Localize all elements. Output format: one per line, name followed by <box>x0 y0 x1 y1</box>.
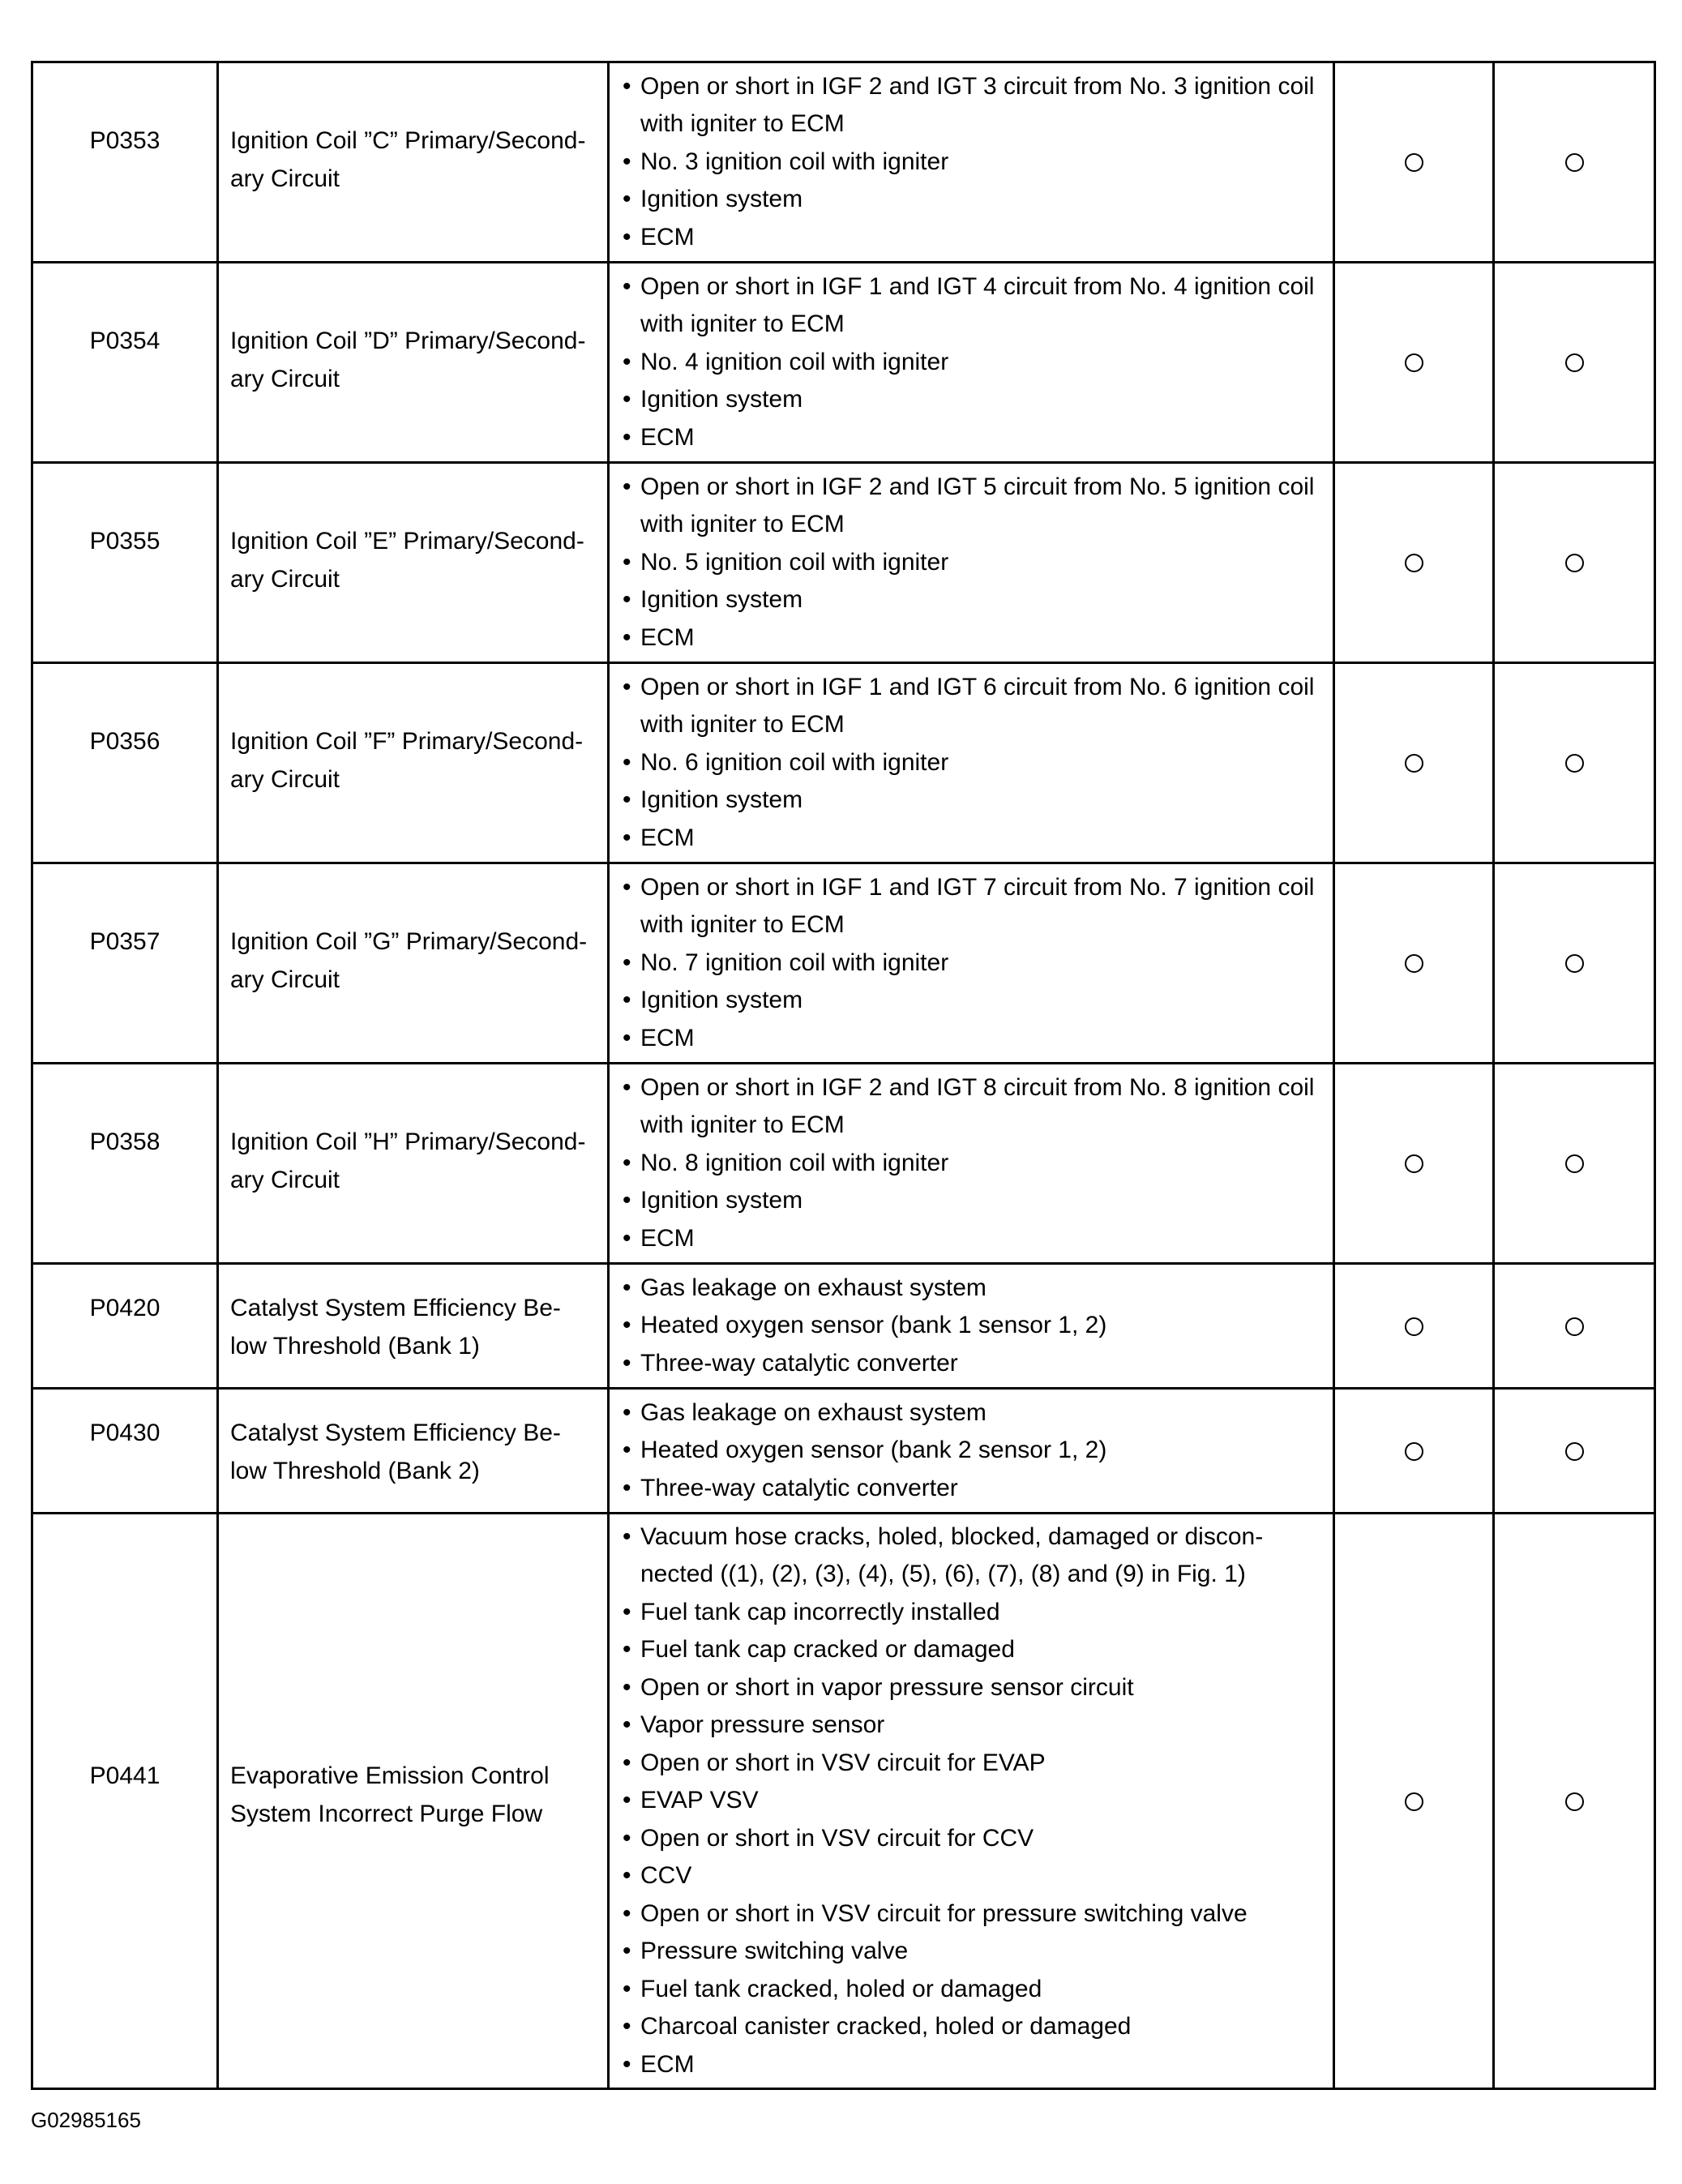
dtc-code-cell <box>32 1064 218 1264</box>
trouble-area-item: • No. 4 ignition coil with igniter <box>618 344 1325 382</box>
detection-item-cell <box>218 663 609 863</box>
detection-item-cell <box>218 1264 609 1389</box>
mark-cell-1 <box>1334 863 1494 1064</box>
mark-cell-1 <box>1334 463 1494 663</box>
mark-cell-1 <box>1334 663 1494 863</box>
trouble-area-item: • Vapor pressure sensor <box>618 1707 1325 1745</box>
trouble-area-item: • ECM <box>618 1220 1325 1258</box>
detection-item: Ignition Coil ”G” Primary/Second- ary Circuit <box>230 928 588 993</box>
detection-item: Ignition Coil ”D” Primary/Second- ary Circuit <box>230 328 586 392</box>
table-row <box>32 863 1655 1064</box>
mark-cell-1 <box>1334 1389 1494 1514</box>
trouble-area-list <box>618 68 1325 257</box>
trouble-area-cell <box>609 263 1334 463</box>
circle-icon <box>1405 1442 1423 1461</box>
trouble-area-cell <box>609 663 1334 863</box>
circle-icon <box>1405 754 1423 773</box>
circle-icon <box>1565 954 1584 973</box>
trouble-area-item: • Three-way catalytic converter <box>618 1345 1325 1383</box>
trouble-area-item: • Open or short in IGF 1 and IGT 6 circuit from No. 6 ignition coil with igniter to ECM <box>618 669 1325 744</box>
table-row <box>32 1264 1655 1389</box>
circle-icon <box>1405 1154 1423 1173</box>
dtc-code: P0357 <box>89 928 160 955</box>
trouble-area-list <box>618 268 1325 457</box>
table-row <box>32 1389 1655 1514</box>
trouble-area-list <box>618 1270 1325 1383</box>
trouble-area-item: • Vacuum hose cracks, holed, blocked, damaged or discon-nected ((1), (2), (3), (4), (5), (6), (7), (8) and (9) in Fig. 1) <box>618 1518 1325 1594</box>
dtc-code-cell <box>32 463 218 663</box>
table-row <box>32 1514 1655 2089</box>
detection-item-cell <box>218 463 609 663</box>
trouble-area-item: • EVAP VSV <box>618 1782 1325 1820</box>
circle-icon <box>1565 1154 1584 1173</box>
circle-icon <box>1565 1792 1584 1811</box>
trouble-area-item: • Ignition system <box>618 581 1325 619</box>
dtc-code-cell <box>32 1389 218 1514</box>
table-row <box>32 1064 1655 1264</box>
mark-cell-2 <box>1494 463 1655 663</box>
trouble-area-item: • No. 6 ignition coil with igniter <box>618 744 1325 782</box>
dtc-code: P0354 <box>89 328 160 354</box>
dtc-code-cell <box>32 1514 218 2089</box>
circle-icon <box>1565 153 1584 172</box>
mark-cell-2 <box>1494 1064 1655 1264</box>
circle-icon <box>1405 1792 1423 1811</box>
trouble-area-cell <box>609 1064 1334 1264</box>
detection-item: Catalyst System Efficiency Be- low Threshold (Bank 1) <box>230 1295 561 1360</box>
trouble-area-item: • No. 5 ignition coil with igniter <box>618 544 1325 582</box>
dtc-table <box>31 61 1656 2090</box>
trouble-area-item: • No. 8 ignition coil with igniter <box>618 1145 1325 1183</box>
dtc-code-cell <box>32 263 218 463</box>
table-row <box>32 263 1655 463</box>
dtc-code: P0441 <box>89 1762 160 1789</box>
trouble-area-item: • Gas leakage on exhaust system <box>618 1394 1325 1432</box>
detection-item-cell <box>218 263 609 463</box>
circle-icon <box>1405 353 1423 372</box>
trouble-area-item: • CCV <box>618 1857 1325 1895</box>
trouble-area-item: • ECM <box>618 419 1325 457</box>
trouble-area-item: • Charcoal canister cracked, holed or damaged <box>618 2008 1325 2046</box>
detection-item: Ignition Coil ”H” Primary/Second- ary Circuit <box>230 1128 586 1193</box>
mark-cell-1 <box>1334 1264 1494 1389</box>
dtc-table-body <box>32 62 1655 2089</box>
trouble-area-list <box>618 669 1325 858</box>
trouble-area-item: • ECM <box>618 619 1325 657</box>
detection-item-cell <box>218 1514 609 2089</box>
trouble-area-item: • Ignition system <box>618 782 1325 820</box>
trouble-area-item: • Open or short in VSV circuit for EVAP <box>618 1745 1325 1783</box>
trouble-area-item: • Pressure switching valve <box>618 1933 1325 1971</box>
trouble-area-list <box>618 1394 1325 1508</box>
trouble-area-cell <box>609 1389 1334 1514</box>
mark-cell-1 <box>1334 263 1494 463</box>
trouble-area-item: • Ignition system <box>618 1182 1325 1220</box>
mark-cell-2 <box>1494 1514 1655 2089</box>
trouble-area-item: • Heated oxygen sensor (bank 2 sensor 1, 2) <box>618 1432 1325 1470</box>
detection-item: Ignition Coil ”C” Primary/Second- ary Circuit <box>230 127 586 192</box>
trouble-area-item: • No. 3 ignition coil with igniter <box>618 143 1325 182</box>
trouble-area-item: • ECM <box>618 2046 1325 2084</box>
mark-cell-2 <box>1494 1389 1655 1514</box>
trouble-area-item: • Fuel tank cracked, holed or damaged <box>618 1971 1325 2009</box>
table-row <box>32 62 1655 263</box>
dtc-code: P0430 <box>89 1420 160 1446</box>
dtc-code-cell <box>32 863 218 1064</box>
trouble-area-item: • Open or short in VSV circuit for pressure switching valve <box>618 1895 1325 1933</box>
trouble-area-item: • Fuel tank cap incorrectly installed <box>618 1594 1325 1632</box>
trouble-area-cell <box>609 1264 1334 1389</box>
mark-cell-1 <box>1334 62 1494 263</box>
trouble-area-item: • Open or short in vapor pressure sensor circuit <box>618 1669 1325 1707</box>
mark-cell-2 <box>1494 1264 1655 1389</box>
detection-item-cell <box>218 863 609 1064</box>
circle-icon <box>1405 954 1423 973</box>
trouble-area-item: • Three-way catalytic converter <box>618 1470 1325 1508</box>
trouble-area-cell <box>609 62 1334 263</box>
trouble-area-item: • ECM <box>618 219 1325 257</box>
trouble-area-item: • Gas leakage on exhaust system <box>618 1270 1325 1308</box>
trouble-area-cell <box>609 863 1334 1064</box>
trouble-area-item: • Ignition system <box>618 982 1325 1020</box>
detection-item: Ignition Coil ”F” Primary/Second- ary Circuit <box>230 728 584 793</box>
mark-cell-2 <box>1494 62 1655 263</box>
circle-icon <box>1565 353 1584 372</box>
trouble-area-item: • ECM <box>618 1020 1325 1058</box>
circle-icon <box>1565 554 1584 572</box>
trouble-area-cell <box>609 1514 1334 2089</box>
trouble-area-list <box>618 1518 1325 2084</box>
dtc-code: P0420 <box>89 1295 160 1321</box>
detection-item: Catalyst System Efficiency Be- low Threshold (Bank 2) <box>230 1420 561 1484</box>
dtc-code: P0356 <box>89 728 160 755</box>
circle-icon <box>1565 1442 1584 1461</box>
detection-item-cell <box>218 62 609 263</box>
dtc-code: P0355 <box>89 528 160 555</box>
trouble-area-item: • Open or short in IGF 2 and IGT 8 circuit from No. 8 ignition coil with igniter to ECM <box>618 1069 1325 1145</box>
circle-icon <box>1405 1317 1423 1336</box>
mark-cell-1 <box>1334 1064 1494 1264</box>
detection-item-cell <box>218 1389 609 1514</box>
mark-cell-1 <box>1334 1514 1494 2089</box>
dtc-code-cell <box>32 1264 218 1389</box>
trouble-area-item: • Heated oxygen sensor (bank 1 sensor 1, 2) <box>618 1307 1325 1345</box>
trouble-area-item: • Open or short in IGF 1 and IGT 4 circuit from No. 4 ignition coil with igniter to ECM <box>618 268 1325 344</box>
circle-icon <box>1405 554 1423 572</box>
trouble-area-item: • Open or short in IGF 1 and IGT 7 circuit from No. 7 ignition coil with igniter to ECM <box>618 869 1325 944</box>
trouble-area-item: • Ignition system <box>618 181 1325 219</box>
circle-icon <box>1565 754 1584 773</box>
dtc-code: P0353 <box>89 127 160 154</box>
circle-icon <box>1405 153 1423 172</box>
trouble-area-item: • Open or short in IGF 2 and IGT 3 circuit from No. 3 ignition coil with igniter to ECM <box>618 68 1325 143</box>
trouble-area-cell <box>609 463 1334 663</box>
trouble-area-list <box>618 1069 1325 1258</box>
circle-icon <box>1565 1317 1584 1336</box>
dtc-code-cell <box>32 663 218 863</box>
trouble-area-item: • Fuel tank cap cracked or damaged <box>618 1631 1325 1669</box>
mark-cell-2 <box>1494 663 1655 863</box>
dtc-code: P0358 <box>89 1128 160 1155</box>
trouble-area-item: • Open or short in VSV circuit for CCV <box>618 1820 1325 1858</box>
detection-item: Evaporative Emission Control System Incorrect Purge Flow <box>230 1762 550 1827</box>
detection-item-cell <box>218 1064 609 1264</box>
detection-item: Ignition Coil ”E” Primary/Second- ary Circuit <box>230 528 584 593</box>
mark-cell-2 <box>1494 863 1655 1064</box>
trouble-area-list <box>618 869 1325 1058</box>
mark-cell-2 <box>1494 263 1655 463</box>
figure-id: G02985165 <box>31 2108 141 2132</box>
trouble-area-list <box>618 469 1325 657</box>
trouble-area-item: • ECM <box>618 820 1325 858</box>
table-row <box>32 463 1655 663</box>
dtc-code-cell <box>32 62 218 263</box>
trouble-area-item: • No. 7 ignition coil with igniter <box>618 944 1325 983</box>
trouble-area-item: • Ignition system <box>618 381 1325 419</box>
trouble-area-item: • Open or short in IGF 2 and IGT 5 circuit from No. 5 ignition coil with igniter to ECM <box>618 469 1325 544</box>
table-row <box>32 663 1655 863</box>
